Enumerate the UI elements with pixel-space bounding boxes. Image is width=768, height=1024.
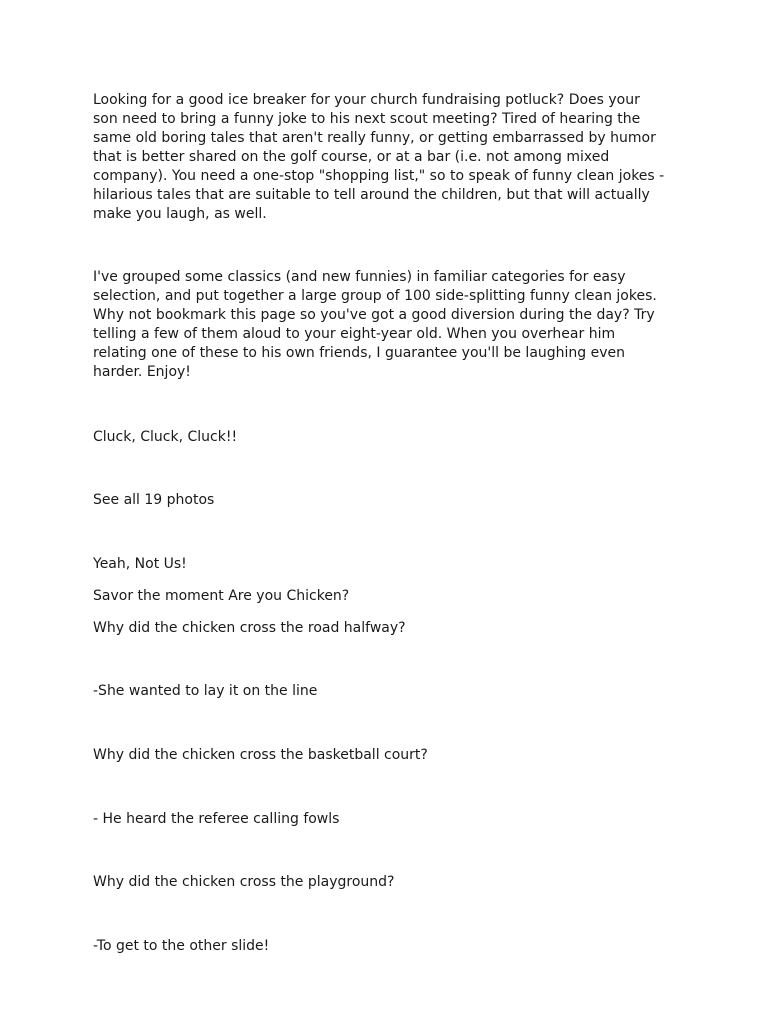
section-heading: Cluck, Cluck, Cluck!! [93,429,238,445]
second-line: I've grouped some classics (and new funnies) in familiar categories for easy [93,269,626,285]
second-paragraph [93,268,693,382]
second-line: relating one of these to his own friends, I guarantee you'll be laughing even [93,345,626,361]
intro-line: make you laugh, as well. [93,206,267,222]
intro-paragraph [93,91,693,224]
second-line: telling a few of them aloud to your eight-year old. When you overhear him [93,326,616,342]
joke-answer: -She wanted to lay it on the line [93,683,318,699]
see-all-photos-link[interactable]: See all 19 photos [93,492,215,508]
joke-question: Why did the chicken cross the road halfway? [93,620,406,636]
second-line: Why not bookmark this page so you've got a good diversion during the day? Try [93,307,655,323]
joke-question: Why did the chicken cross the playground? [93,874,395,890]
photo-caption: Yeah, Not Us! [93,556,187,572]
joke-answer: -To get to the other slide! [93,938,270,954]
joke-answer: - He heard the referee calling fowls [93,811,340,827]
intro-line: company). You need a one-stop "shopping list," so to speak of funny clean jokes - [93,168,665,184]
photo-caption: Savor the moment Are you Chicken? [93,588,350,604]
second-line: selection, and put together a large group of 100 side-splitting funny clean jokes. [93,288,657,304]
joke-question: Why did the chicken cross the basketball court? [93,747,428,763]
intro-line: Looking for a good ice breaker for your church fundraising potluck? Does your [93,92,640,108]
intro-line: same old boring tales that aren't really funny, or getting embarrassed by humor [93,130,656,146]
intro-line: son need to bring a funny joke to his next scout meeting? Tired of hearing the [93,111,641,127]
second-line: harder. Enjoy! [93,364,191,380]
intro-line: hilarious tales that are suitable to tell around the children, but that will actually [93,187,650,203]
intro-line: that is better shared on the golf course, or at a bar (i.e. not among mixed [93,149,610,165]
